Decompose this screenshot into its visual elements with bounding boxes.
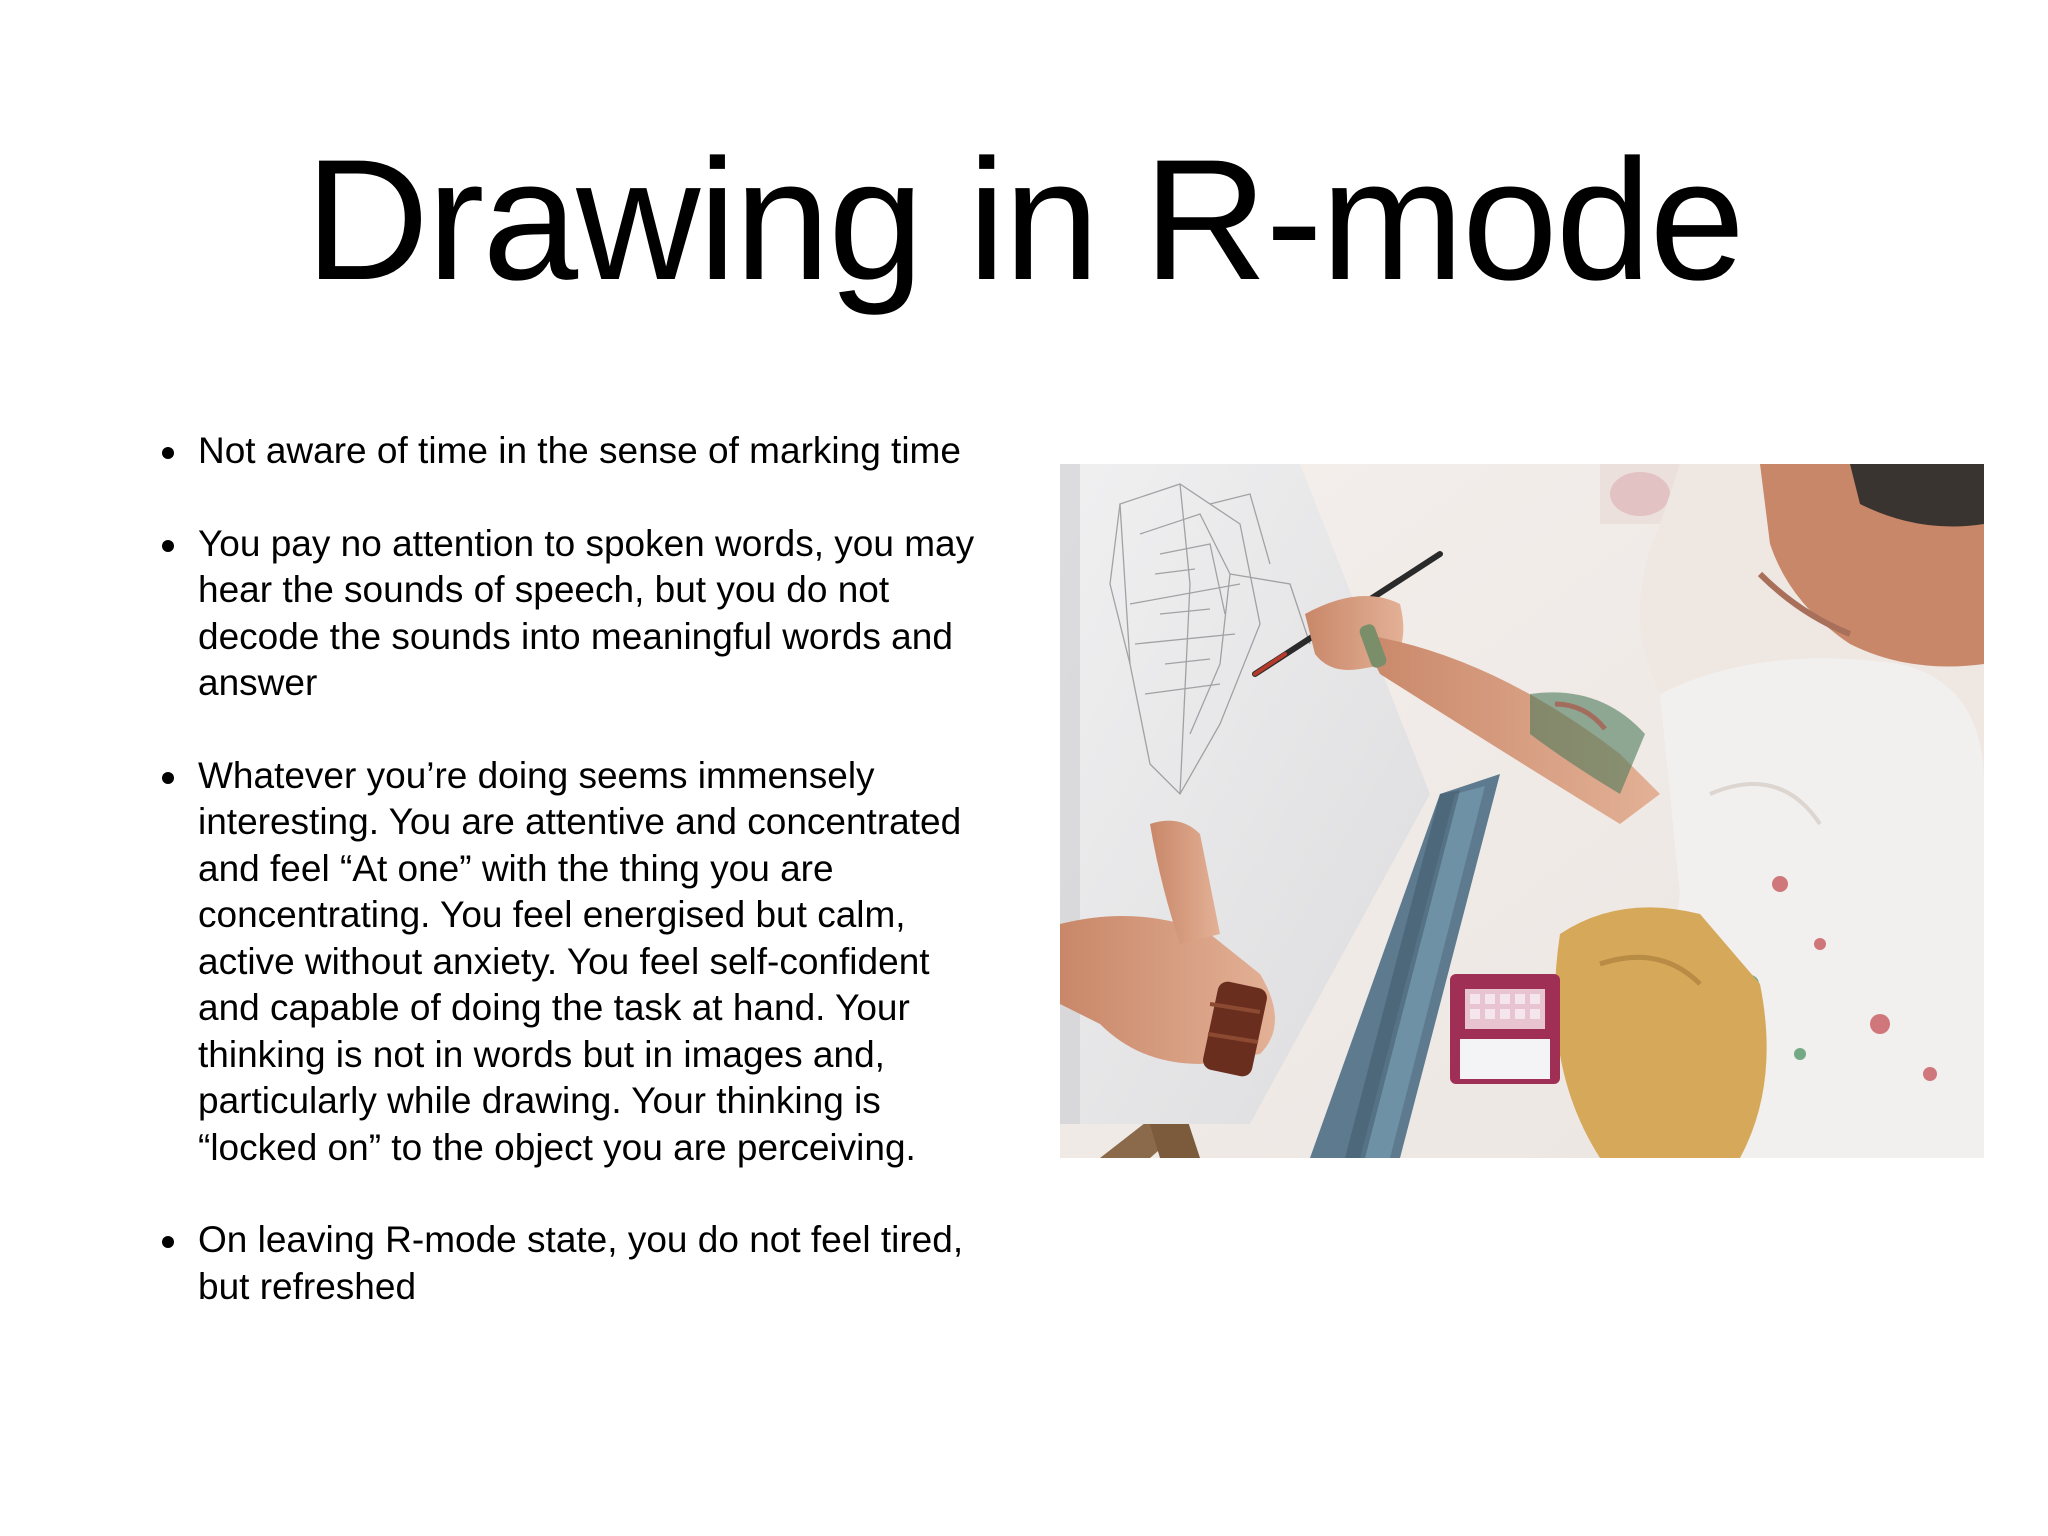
bullet-text: On leaving R-mode state, you do not feel tired, but refreshed [198,1219,964,1307]
artist-photo [1060,464,1984,1158]
bullet-text: Whatever you’re doing seems immensely interesting. You are attentive and concentrated and feel “At one” with the thing you are concentrating. You feel energised but calm, active without anxiety. You feel self-confident and capable of doing the task at hand. Your thinking is not in words but in images and, particularly while drawing. Your thinking is “locked on” to the object you are perceiving. [198,754,962,1168]
bullet-dot [162,540,174,552]
bullet-list [160,428,1000,1310]
bullet-text: Not aware of time in the sense of marking time [198,430,961,471]
bullet-dot [162,1236,174,1248]
artist-photo-illustration [1060,464,1984,1158]
bullet-item [160,1217,1000,1310]
bullet-item [160,428,1000,475]
bullet-text: You pay no attention to spoken words, you may hear the sounds of speech, but you do not decode the sounds into meaningful words and answer [198,522,975,703]
slide-title: Drawing in R-mode [304,124,1744,316]
bullet-dot [162,447,174,459]
bullet-item [160,521,1000,707]
bullet-dot [162,772,174,784]
bullet-item [160,753,1000,1172]
